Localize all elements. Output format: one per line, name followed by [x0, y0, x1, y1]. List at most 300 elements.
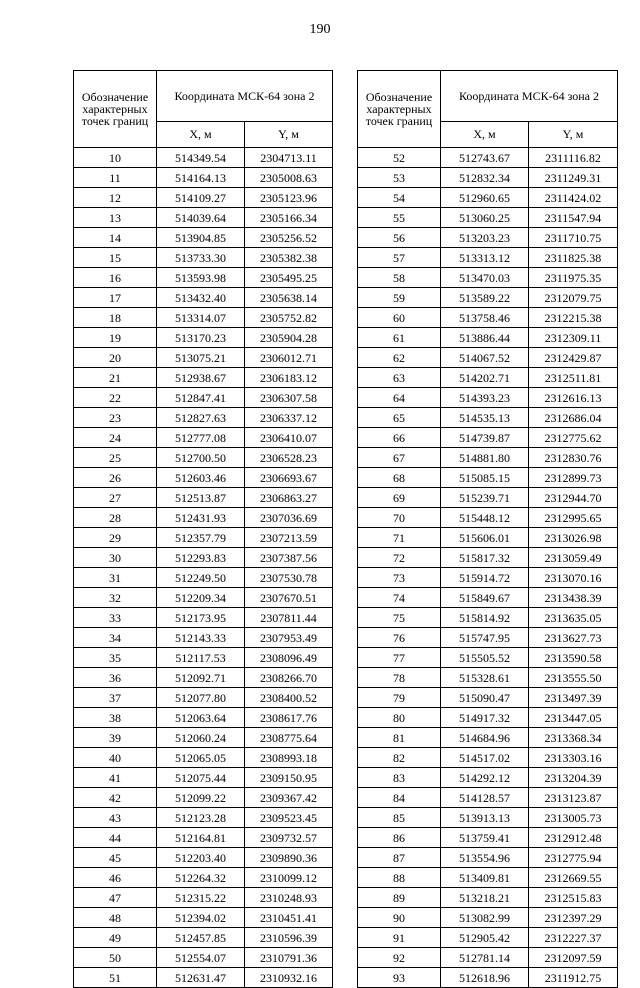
- point-number-cell: 66: [358, 428, 441, 448]
- point-number-cell: 38: [74, 708, 157, 728]
- y-coordinate-cell: 2309523.45: [245, 808, 333, 828]
- y-coordinate-cell: 2305752.82: [245, 308, 333, 328]
- x-coordinate-cell: 514128.57: [441, 788, 529, 808]
- y-coordinate-cell: 2313204.39: [529, 768, 618, 788]
- point-number-cell: 77: [358, 648, 441, 668]
- point-number-cell: 54: [358, 188, 441, 208]
- x-coordinate-cell: 512513.87: [157, 488, 245, 508]
- x-coordinate-cell: 512075.44: [157, 768, 245, 788]
- table-row: [74, 808, 333, 828]
- x-coordinate-cell: 512618.96: [441, 968, 529, 988]
- x-coordinate-cell: 513554.96: [441, 848, 529, 868]
- y-coordinate-cell: 2307036.69: [245, 508, 333, 528]
- y-coordinate-cell: 2312669.55: [529, 868, 618, 888]
- point-number-cell: 35: [74, 648, 157, 668]
- point-number-cell: 71: [358, 528, 441, 548]
- y-coordinate-cell: 2307530.78: [245, 568, 333, 588]
- y-coordinate-cell: 2307953.49: [245, 628, 333, 648]
- table-body-left: [74, 148, 333, 988]
- x-coordinate-cell: 514039.64: [157, 208, 245, 228]
- x-coordinate-cell: 513733.30: [157, 248, 245, 268]
- point-number-cell: 81: [358, 728, 441, 748]
- table-row: [358, 348, 618, 368]
- point-number-cell: 61: [358, 328, 441, 348]
- point-number-cell: 10: [74, 148, 157, 168]
- point-number-cell: 74: [358, 588, 441, 608]
- point-number-cell: 19: [74, 328, 157, 348]
- table-row: [358, 788, 618, 808]
- y-coordinate-cell: 2313438.39: [529, 588, 618, 608]
- y-coordinate-cell: 2307670.51: [245, 588, 333, 608]
- y-coordinate-cell: 2312775.62: [529, 428, 618, 448]
- y-coordinate-cell: 2312079.75: [529, 288, 618, 308]
- x-coordinate-cell: 514917.32: [441, 708, 529, 728]
- point-number-cell: 11: [74, 168, 157, 188]
- table-row: [358, 588, 618, 608]
- table-row: [74, 928, 333, 948]
- x-coordinate-cell: 512960.65: [441, 188, 529, 208]
- table-row: [358, 168, 618, 188]
- point-number-cell: 12: [74, 188, 157, 208]
- y-coordinate-cell: 2309732.57: [245, 828, 333, 848]
- table-row: [74, 908, 333, 928]
- table-row: [358, 488, 618, 508]
- point-number-cell: 37: [74, 688, 157, 708]
- point-number-cell: 80: [358, 708, 441, 728]
- y-coordinate-cell: 2307387.56: [245, 548, 333, 568]
- point-number-cell: 91: [358, 928, 441, 948]
- y-coordinate-cell: 2312215.38: [529, 308, 618, 328]
- x-coordinate-cell: 512063.64: [157, 708, 245, 728]
- point-number-cell: 14: [74, 228, 157, 248]
- table-row: [358, 848, 618, 868]
- point-number-cell: 40: [74, 748, 157, 768]
- x-coordinate-cell: 514517.02: [441, 748, 529, 768]
- table-row: [358, 268, 618, 288]
- table-row: [358, 928, 618, 948]
- x-coordinate-cell: 515817.32: [441, 548, 529, 568]
- table-row: [74, 788, 333, 808]
- x-coordinate-cell: 515448.12: [441, 508, 529, 528]
- y-coordinate-cell: 2313005.73: [529, 808, 618, 828]
- table-row: [74, 288, 333, 308]
- point-number-cell: 93: [358, 968, 441, 988]
- x-coordinate-cell: 512781.14: [441, 948, 529, 968]
- y-coordinate-cell: 2306528.23: [245, 448, 333, 468]
- point-number-cell: 63: [358, 368, 441, 388]
- point-number-cell: 46: [74, 868, 157, 888]
- y-coordinate-cell: 2305382.38: [245, 248, 333, 268]
- x-coordinate-cell: 512077.80: [157, 688, 245, 708]
- point-number-cell: 49: [74, 928, 157, 948]
- table-row: [74, 868, 333, 888]
- y-coordinate-cell: 2312775.94: [529, 848, 618, 868]
- table-row: [358, 208, 618, 228]
- point-number-cell: 59: [358, 288, 441, 308]
- point-number-cell: 53: [358, 168, 441, 188]
- y-coordinate-cell: 2312995.65: [529, 508, 618, 528]
- x-column-header: X, м: [157, 121, 245, 147]
- y-coordinate-cell: 2305008.63: [245, 168, 333, 188]
- x-coordinate-cell: 513313.12: [441, 248, 529, 268]
- point-number-cell: 24: [74, 428, 157, 448]
- point-number-cell: 70: [358, 508, 441, 528]
- x-coordinate-cell: 512457.85: [157, 928, 245, 948]
- x-coordinate-cell: 514067.52: [441, 348, 529, 368]
- table-row: [74, 448, 333, 468]
- point-number-cell: 64: [358, 388, 441, 408]
- x-coordinate-cell: 512143.33: [157, 628, 245, 648]
- table-row: [358, 948, 618, 968]
- point-number-cell: 39: [74, 728, 157, 748]
- x-coordinate-cell: 514202.71: [441, 368, 529, 388]
- y-column-header: Y, м: [529, 121, 618, 147]
- point-number-cell: 16: [74, 268, 157, 288]
- point-number-cell: 75: [358, 608, 441, 628]
- table-row: [358, 188, 618, 208]
- y-coordinate-cell: 2307213.59: [245, 528, 333, 548]
- x-coordinate-cell: 512293.83: [157, 548, 245, 568]
- table-row: [358, 688, 618, 708]
- point-number-cell: 69: [358, 488, 441, 508]
- y-coordinate-cell: 2305166.34: [245, 208, 333, 228]
- point-number-cell: 13: [74, 208, 157, 228]
- y-coordinate-cell: 2311975.35: [529, 268, 618, 288]
- point-number-cell: 50: [74, 948, 157, 968]
- table-row: [358, 308, 618, 328]
- y-coordinate-cell: 2305123.96: [245, 188, 333, 208]
- y-coordinate-cell: 2308993.18: [245, 748, 333, 768]
- table-row: [74, 188, 333, 208]
- point-number-cell: 26: [74, 468, 157, 488]
- point-number-cell: 83: [358, 768, 441, 788]
- point-number-cell: 92: [358, 948, 441, 968]
- x-coordinate-cell: 513593.98: [157, 268, 245, 288]
- point-number-cell: 62: [358, 348, 441, 368]
- x-coordinate-cell: 512631.47: [157, 968, 245, 988]
- table-row: [74, 628, 333, 648]
- table-row: [358, 428, 618, 448]
- table-row: [74, 848, 333, 868]
- x-coordinate-cell: 512777.08: [157, 428, 245, 448]
- table-row: [74, 948, 333, 968]
- x-coordinate-cell: 512394.02: [157, 908, 245, 928]
- y-coordinate-cell: 2311825.38: [529, 248, 618, 268]
- y-coordinate-cell: 2313555.50: [529, 668, 618, 688]
- y-coordinate-cell: 2308617.76: [245, 708, 333, 728]
- x-coordinate-cell: 513432.40: [157, 288, 245, 308]
- x-coordinate-cell: 514881.80: [441, 448, 529, 468]
- table-row: [358, 388, 618, 408]
- point-number-cell: 18: [74, 308, 157, 328]
- point-number-cell: 85: [358, 808, 441, 828]
- point-number-cell: 47: [74, 888, 157, 908]
- y-coordinate-cell: 2306410.07: [245, 428, 333, 448]
- point-column-header: Обозначение характерных точек границ: [74, 71, 157, 148]
- y-coordinate-cell: 2311547.94: [529, 208, 618, 228]
- x-coordinate-cell: 515328.61: [441, 668, 529, 688]
- x-coordinate-cell: 513904.85: [157, 228, 245, 248]
- point-number-cell: 33: [74, 608, 157, 628]
- table-row: [74, 588, 333, 608]
- y-coordinate-cell: 2310451.41: [245, 908, 333, 928]
- x-coordinate-cell: 512117.53: [157, 648, 245, 668]
- x-coordinate-cell: 513082.99: [441, 908, 529, 928]
- point-number-cell: 79: [358, 688, 441, 708]
- x-coordinate-cell: 512700.50: [157, 448, 245, 468]
- y-coordinate-cell: 2312616.13: [529, 388, 618, 408]
- point-number-cell: 36: [74, 668, 157, 688]
- x-coordinate-cell: 514684.96: [441, 728, 529, 748]
- y-coordinate-cell: 2310791.36: [245, 948, 333, 968]
- table-row: [358, 548, 618, 568]
- point-number-cell: 31: [74, 568, 157, 588]
- x-coordinate-cell: 513060.25: [441, 208, 529, 228]
- table-row: [74, 708, 333, 728]
- x-coordinate-cell: 513170.23: [157, 328, 245, 348]
- x-coordinate-cell: 513218.21: [441, 888, 529, 908]
- x-coordinate-cell: 512249.50: [157, 568, 245, 588]
- x-coordinate-cell: 512065.05: [157, 748, 245, 768]
- table-row: [358, 228, 618, 248]
- y-coordinate-cell: 2308096.49: [245, 648, 333, 668]
- table-row: [358, 408, 618, 428]
- point-number-cell: 52: [358, 148, 441, 168]
- x-coordinate-cell: 512603.46: [157, 468, 245, 488]
- table-row: [358, 248, 618, 268]
- point-number-cell: 23: [74, 408, 157, 428]
- point-number-cell: 32: [74, 588, 157, 608]
- y-coordinate-cell: 2313059.49: [529, 548, 618, 568]
- x-coordinate-cell: 512315.22: [157, 888, 245, 908]
- y-coordinate-cell: 2313123.87: [529, 788, 618, 808]
- x-coordinate-cell: 515606.01: [441, 528, 529, 548]
- x-coordinate-cell: 512357.79: [157, 528, 245, 548]
- point-number-cell: 55: [358, 208, 441, 228]
- y-coordinate-cell: 2311116.82: [529, 148, 618, 168]
- y-coordinate-cell: 2311912.75: [529, 968, 618, 988]
- table-row: [74, 748, 333, 768]
- x-coordinate-cell: 512060.24: [157, 728, 245, 748]
- y-coordinate-cell: 2306183.12: [245, 368, 333, 388]
- y-coordinate-cell: 2308775.64: [245, 728, 333, 748]
- page-number: 190: [309, 22, 331, 37]
- y-coordinate-cell: 2313635.05: [529, 608, 618, 628]
- x-coordinate-cell: 512164.81: [157, 828, 245, 848]
- point-number-cell: 90: [358, 908, 441, 928]
- table-row: [74, 548, 333, 568]
- table-row: [358, 568, 618, 588]
- point-number-cell: 34: [74, 628, 157, 648]
- point-number-cell: 45: [74, 848, 157, 868]
- x-coordinate-cell: 512847.41: [157, 388, 245, 408]
- table-row: [358, 508, 618, 528]
- table-row: [358, 748, 618, 768]
- y-coordinate-cell: 2312511.81: [529, 368, 618, 388]
- table-row: [74, 228, 333, 248]
- y-coordinate-cell: 2306012.71: [245, 348, 333, 368]
- table-row: [358, 628, 618, 648]
- x-coordinate-cell: 514109.27: [157, 188, 245, 208]
- x-coordinate-cell: 514739.87: [441, 428, 529, 448]
- coordinates-table-left: [73, 70, 333, 988]
- point-number-cell: 29: [74, 528, 157, 548]
- x-coordinate-cell: 512827.63: [157, 408, 245, 428]
- point-number-cell: 86: [358, 828, 441, 848]
- y-coordinate-cell: 2311424.02: [529, 188, 618, 208]
- x-coordinate-cell: 515914.72: [441, 568, 529, 588]
- x-coordinate-cell: 513886.44: [441, 328, 529, 348]
- table-row: [358, 448, 618, 468]
- y-coordinate-cell: 2308266.70: [245, 668, 333, 688]
- point-number-cell: 73: [358, 568, 441, 588]
- table-row: [358, 288, 618, 308]
- y-coordinate-cell: 2312097.59: [529, 948, 618, 968]
- coordinate-header: Координата МСК-64 зона 2: [441, 71, 618, 122]
- point-number-cell: 58: [358, 268, 441, 288]
- table-row: [74, 268, 333, 288]
- y-coordinate-cell: 2313303.16: [529, 748, 618, 768]
- point-number-cell: 51: [74, 968, 157, 988]
- x-coordinate-cell: 512203.40: [157, 848, 245, 868]
- y-coordinate-cell: 2312227.37: [529, 928, 618, 948]
- point-number-cell: 28: [74, 508, 157, 528]
- y-coordinate-cell: 2310596.39: [245, 928, 333, 948]
- point-number-cell: 43: [74, 808, 157, 828]
- table-row: [74, 208, 333, 228]
- x-coordinate-cell: 512832.34: [441, 168, 529, 188]
- table-row: [74, 368, 333, 388]
- table-row: [74, 468, 333, 488]
- x-coordinate-cell: 512743.67: [441, 148, 529, 168]
- point-number-cell: 72: [358, 548, 441, 568]
- point-number-cell: 60: [358, 308, 441, 328]
- table-row: [358, 468, 618, 488]
- table-row: [358, 728, 618, 748]
- x-coordinate-cell: 512123.28: [157, 808, 245, 828]
- point-number-cell: 22: [74, 388, 157, 408]
- y-coordinate-cell: 2306307.58: [245, 388, 333, 408]
- point-number-cell: 84: [358, 788, 441, 808]
- point-number-cell: 41: [74, 768, 157, 788]
- table-row: [74, 168, 333, 188]
- table-row: [358, 768, 618, 788]
- table-row: [74, 248, 333, 268]
- x-coordinate-cell: 513409.81: [441, 868, 529, 888]
- y-coordinate-cell: 2313368.34: [529, 728, 618, 748]
- y-coordinate-cell: 2313497.39: [529, 688, 618, 708]
- point-number-cell: 57: [358, 248, 441, 268]
- table-row: [358, 708, 618, 728]
- point-number-cell: 82: [358, 748, 441, 768]
- table-row: [74, 408, 333, 428]
- x-coordinate-cell: 512173.95: [157, 608, 245, 628]
- y-coordinate-cell: 2310099.12: [245, 868, 333, 888]
- y-coordinate-cell: 2312912.48: [529, 828, 618, 848]
- point-number-cell: 44: [74, 828, 157, 848]
- y-coordinate-cell: 2312429.87: [529, 348, 618, 368]
- point-number-cell: 30: [74, 548, 157, 568]
- point-number-cell: 67: [358, 448, 441, 468]
- table-row: [358, 908, 618, 928]
- table-row: [74, 668, 333, 688]
- x-coordinate-cell: 515090.47: [441, 688, 529, 708]
- y-coordinate-cell: 2313070.16: [529, 568, 618, 588]
- table-row: [74, 528, 333, 548]
- x-coordinate-cell: 513075.21: [157, 348, 245, 368]
- point-number-cell: 15: [74, 248, 157, 268]
- table-row: [74, 388, 333, 408]
- point-number-cell: 27: [74, 488, 157, 508]
- x-coordinate-cell: 513470.03: [441, 268, 529, 288]
- x-coordinate-cell: 512431.93: [157, 508, 245, 528]
- x-coordinate-cell: 515747.95: [441, 628, 529, 648]
- y-coordinate-cell: 2310248.93: [245, 888, 333, 908]
- point-number-cell: 65: [358, 408, 441, 428]
- table-row: [74, 148, 333, 168]
- y-coordinate-cell: 2311249.31: [529, 168, 618, 188]
- table-row: [74, 508, 333, 528]
- y-coordinate-cell: 2312944.70: [529, 488, 618, 508]
- table-row: [358, 368, 618, 388]
- x-coordinate-cell: 512905.42: [441, 928, 529, 948]
- table-row: [358, 328, 618, 348]
- table-row: [358, 148, 618, 168]
- x-coordinate-cell: 514393.23: [441, 388, 529, 408]
- y-coordinate-cell: 2305495.25: [245, 268, 333, 288]
- y-coordinate-cell: 2305256.52: [245, 228, 333, 248]
- point-number-cell: 17: [74, 288, 157, 308]
- y-coordinate-cell: 2312830.76: [529, 448, 618, 468]
- x-coordinate-cell: 513758.46: [441, 308, 529, 328]
- point-number-cell: 76: [358, 628, 441, 648]
- point-number-cell: 25: [74, 448, 157, 468]
- coordinates-table-right: [357, 70, 618, 988]
- y-coordinate-cell: 2313447.05: [529, 708, 618, 728]
- table-row: [74, 488, 333, 508]
- x-coordinate-cell: 512092.71: [157, 668, 245, 688]
- y-coordinate-cell: 2313590.58: [529, 648, 618, 668]
- y-coordinate-cell: 2312515.83: [529, 888, 618, 908]
- y-coordinate-cell: 2313026.98: [529, 528, 618, 548]
- table-row: [74, 308, 333, 328]
- x-coordinate-cell: 515814.92: [441, 608, 529, 628]
- x-coordinate-cell: 513589.22: [441, 288, 529, 308]
- table-row: [74, 828, 333, 848]
- point-number-cell: 88: [358, 868, 441, 888]
- x-coordinate-cell: 512938.67: [157, 368, 245, 388]
- table-row: [74, 608, 333, 628]
- table-row: [74, 728, 333, 748]
- table-row: [358, 528, 618, 548]
- x-coordinate-cell: 513759.41: [441, 828, 529, 848]
- y-coordinate-cell: 2305638.14: [245, 288, 333, 308]
- x-coordinate-cell: 515239.71: [441, 488, 529, 508]
- table-row: [74, 688, 333, 708]
- y-coordinate-cell: 2310932.16: [245, 968, 333, 988]
- x-coordinate-cell: 514164.13: [157, 168, 245, 188]
- table-row: [74, 768, 333, 788]
- table-row: [74, 648, 333, 668]
- point-number-cell: 68: [358, 468, 441, 488]
- point-column-header: Обозначение характерных точек границ: [358, 71, 441, 148]
- coordinate-header: Координата МСК-64 зона 2: [157, 71, 333, 122]
- y-coordinate-cell: 2311710.75: [529, 228, 618, 248]
- table-row: [74, 328, 333, 348]
- x-coordinate-cell: 515849.67: [441, 588, 529, 608]
- y-coordinate-cell: 2305904.28: [245, 328, 333, 348]
- table-row: [74, 428, 333, 448]
